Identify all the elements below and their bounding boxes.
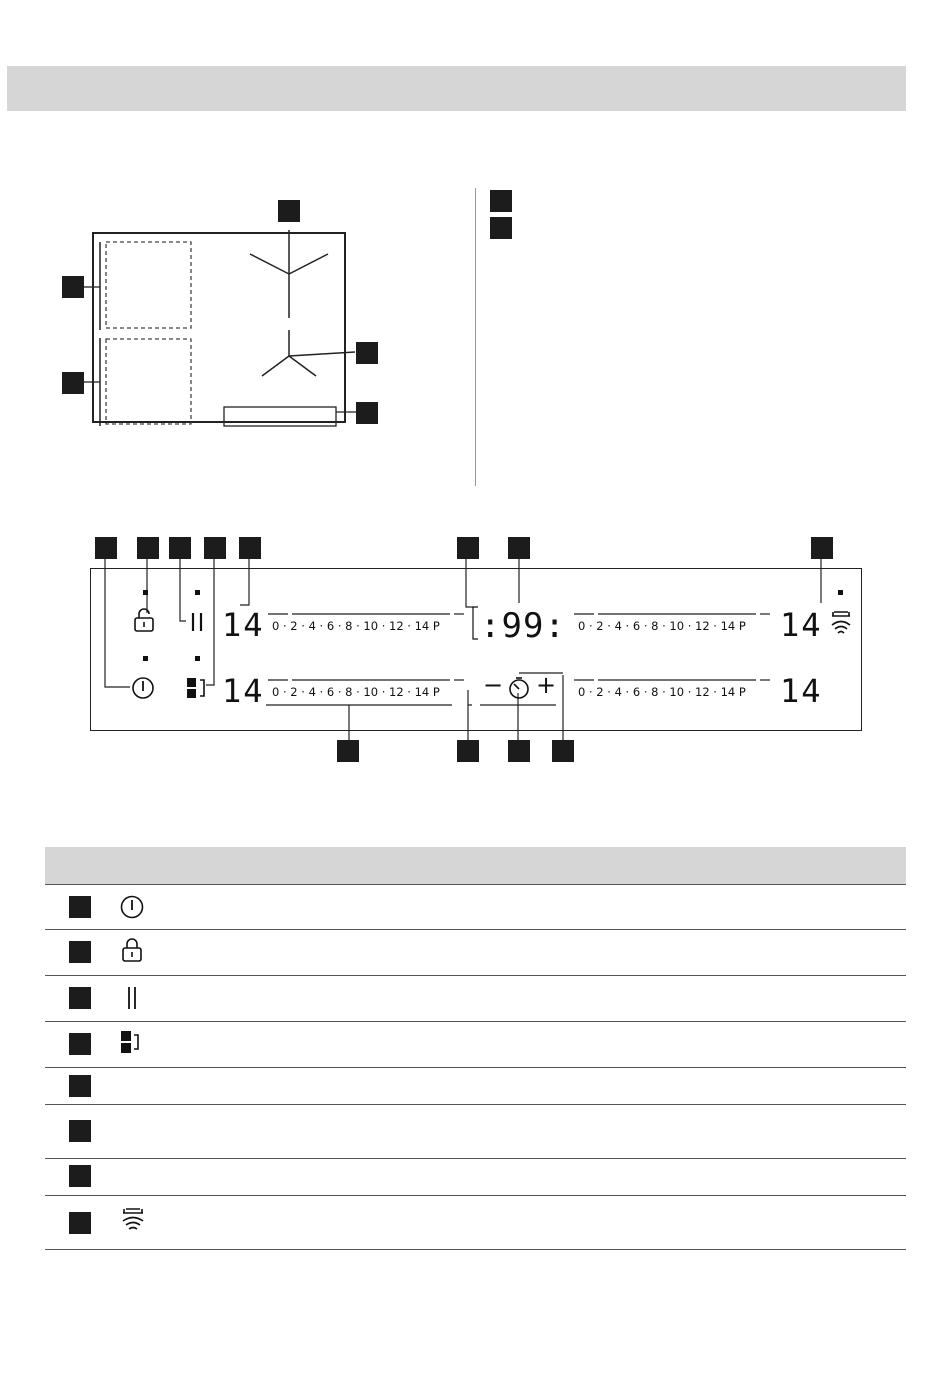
power-scale-front-left[interactable]: 0 · 2 · 4 · 6 · 8 · 10 · 12 · 14 P bbox=[272, 685, 440, 699]
power-level-display-rear-right: 14 bbox=[780, 606, 823, 644]
indicator-dot bbox=[838, 590, 843, 595]
table-row-number bbox=[69, 1033, 91, 1055]
column-divider bbox=[475, 188, 476, 486]
lock-icon bbox=[118, 937, 148, 965]
callout-marker bbox=[278, 200, 300, 222]
power-level-display-front-right: 14 bbox=[780, 672, 823, 710]
table-row-number bbox=[69, 987, 91, 1009]
hob2hood-icon bbox=[118, 1206, 148, 1234]
callout-marker bbox=[356, 342, 378, 364]
power-scale-rear-left[interactable]: 0 · 2 · 4 · 6 · 8 · 10 · 12 · 14 P bbox=[272, 619, 440, 633]
callout-marker bbox=[490, 190, 512, 212]
table-divider bbox=[45, 929, 906, 930]
table-row-number bbox=[69, 896, 91, 918]
callout-marker bbox=[490, 217, 512, 239]
power-scale-front-right[interactable]: 0 · 2 · 4 · 6 · 8 · 10 · 12 · 14 P bbox=[578, 685, 746, 699]
table-row-number bbox=[69, 1165, 91, 1187]
table-header-row bbox=[45, 847, 906, 884]
indicator-dot bbox=[143, 590, 148, 595]
cooking-zone-rear-right bbox=[250, 230, 328, 318]
control-panel-area bbox=[224, 407, 336, 426]
table-row-number bbox=[69, 1120, 91, 1142]
table-divider bbox=[45, 1158, 906, 1159]
cooking-zone-front-right bbox=[262, 330, 355, 376]
power-scale-rear-right[interactable]: 0 · 2 · 4 · 6 · 8 · 10 · 12 · 14 P bbox=[578, 619, 746, 633]
power-icon bbox=[118, 893, 148, 921]
control-bar-lines bbox=[0, 600, 950, 710]
table-row-number bbox=[69, 1212, 91, 1234]
table-divider bbox=[45, 975, 906, 976]
cooking-zone-rear-left bbox=[106, 242, 191, 328]
table-divider bbox=[45, 1195, 906, 1196]
hob-layout-diagram bbox=[0, 190, 480, 440]
power-level-display-rear-left: 14 bbox=[222, 606, 265, 644]
bridge-icon bbox=[118, 1029, 148, 1057]
table-divider bbox=[45, 1021, 906, 1022]
table-divider bbox=[45, 1067, 906, 1068]
power-level-display-front-left: 14 bbox=[222, 672, 265, 710]
table-divider bbox=[45, 884, 906, 885]
callout-marker bbox=[62, 276, 84, 298]
timer-icon[interactable] bbox=[506, 675, 532, 701]
cooking-zone-front-left bbox=[106, 339, 191, 424]
table-divider bbox=[45, 1104, 906, 1105]
callout-marker bbox=[62, 372, 84, 394]
timer-minus-button[interactable]: − bbox=[483, 671, 504, 699]
indicator-dot bbox=[195, 590, 200, 595]
table-row-number bbox=[69, 1075, 91, 1097]
timer-plus-button[interactable]: + bbox=[536, 671, 557, 699]
timer-display: :99: bbox=[480, 606, 566, 646]
pause-icon bbox=[118, 984, 148, 1012]
section-header-bar bbox=[7, 66, 906, 111]
callout-marker bbox=[356, 402, 378, 424]
table-row-number bbox=[69, 941, 91, 963]
table-divider bbox=[45, 1249, 906, 1250]
